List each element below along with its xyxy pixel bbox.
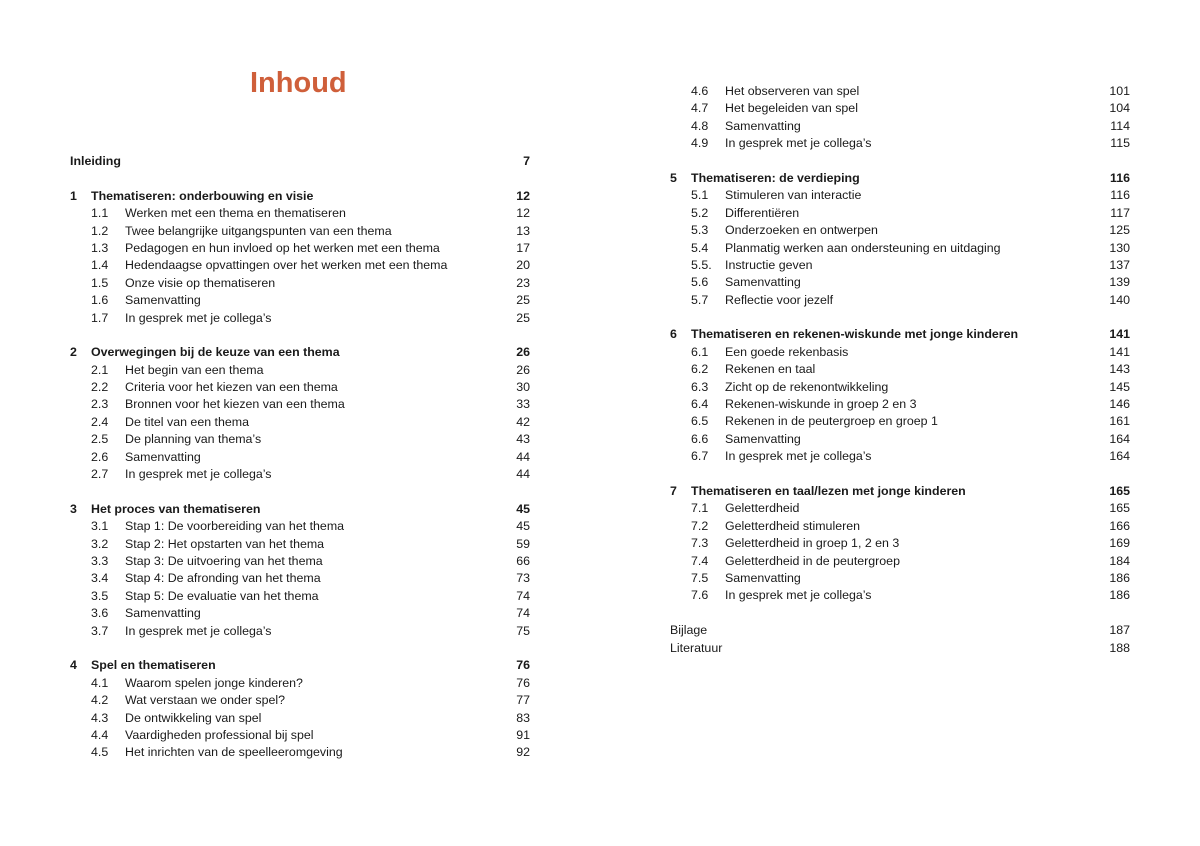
toc-section-row xyxy=(70,223,530,240)
toc-page-number: 30 xyxy=(516,380,530,395)
toc-section-row xyxy=(70,379,530,396)
toc-section-row xyxy=(670,205,1130,222)
toc-title: In gesprek met je collega’s xyxy=(725,588,872,603)
toc-section-row xyxy=(70,414,530,431)
toc-number: 5.4 xyxy=(691,240,709,255)
toc-number: 4.7 xyxy=(691,101,709,116)
toc-number: 5.1 xyxy=(691,188,709,203)
toc-number: 2.1 xyxy=(91,362,109,377)
toc-title: Literatuur xyxy=(670,640,723,655)
toc-page-number: 74 xyxy=(516,588,530,603)
toc-number: 1.6 xyxy=(91,293,109,308)
toc-number: 1.4 xyxy=(91,258,109,273)
toc-title: Thematiseren en rekenen-wiskunde met jonge kinderen xyxy=(691,327,1019,342)
toc-number: 4.9 xyxy=(691,136,709,151)
toc-section-row xyxy=(70,449,530,466)
toc-number: 6.4 xyxy=(691,397,709,412)
toc-page-number: 139 xyxy=(1109,275,1130,290)
toc-number: 5.3 xyxy=(691,223,709,238)
toc-title: In gesprek met je collega’s xyxy=(125,310,272,325)
toc-page-number: 116 xyxy=(1110,170,1130,185)
toc-title: In gesprek met je collega’s xyxy=(125,467,272,482)
toc-number: 5.5. xyxy=(691,257,712,272)
toc-section-row xyxy=(670,344,1130,361)
toc-number: 6.6 xyxy=(691,431,709,446)
toc-number: 1.1 xyxy=(91,206,109,221)
toc-number: 1.2 xyxy=(91,223,109,238)
toc-title: Differentiëren xyxy=(725,205,800,220)
toc-number: 1.7 xyxy=(91,310,109,325)
toc-number: 4.8 xyxy=(691,118,709,133)
toc-number: 4.2 xyxy=(91,693,109,708)
toc-page-number: 25 xyxy=(516,310,530,325)
toc-page-number: 42 xyxy=(516,414,530,429)
toc-section-row xyxy=(670,222,1130,239)
toc-title: Geletterdheid xyxy=(725,501,800,516)
toc-number: 5 xyxy=(670,170,677,185)
toc-chapter-row xyxy=(70,344,530,361)
toc-page-number: 115 xyxy=(1110,136,1130,151)
toc-page-number: 166 xyxy=(1109,518,1130,533)
toc-section-row xyxy=(70,257,530,274)
toc-page-number: 74 xyxy=(516,606,530,621)
toc-section-row xyxy=(670,187,1130,204)
toc-title: Thematiseren en taal/lezen met jonge kinderen xyxy=(691,483,966,498)
toc-section-row xyxy=(670,257,1130,274)
toc-number: 6.1 xyxy=(691,344,709,359)
toc-title: Stap 4: De afronding van het thema xyxy=(125,571,321,586)
toc-section-row xyxy=(670,587,1130,604)
toc-number: 1.3 xyxy=(91,240,109,255)
toc-section-row xyxy=(670,361,1130,378)
toc-section-row xyxy=(70,362,530,379)
toc-page-number: 91 xyxy=(516,727,530,742)
toc-page-number: 59 xyxy=(516,536,530,551)
toc-title: Geletterdheid in groep 1, 2 en 3 xyxy=(725,536,900,551)
toc-title: Het proces van thematiseren xyxy=(91,501,261,516)
toc-title: Geletterdheid in de peutergroep xyxy=(725,553,900,568)
toc-section-row xyxy=(70,553,530,570)
toc-number: 4.4 xyxy=(91,727,109,742)
toc-page-number: 45 xyxy=(516,501,530,516)
toc-section-row xyxy=(670,396,1130,413)
toc-title: Stap 2: Het opstarten van het thema xyxy=(125,536,325,551)
toc-page-number: 188 xyxy=(1109,640,1130,655)
toc-page-number: 140 xyxy=(1109,292,1130,307)
toc-section-row xyxy=(670,570,1130,587)
toc-section-row xyxy=(70,692,530,709)
toc-page-number: 76 xyxy=(516,675,530,690)
toc-section-row xyxy=(670,431,1130,448)
toc-section-row xyxy=(70,396,530,413)
toc-page-number: 66 xyxy=(516,553,530,568)
toc-number: 5.6 xyxy=(691,275,709,290)
toc-number: 3.7 xyxy=(91,623,109,638)
toc-entry-row xyxy=(670,640,1130,657)
toc-page-number: 25 xyxy=(516,293,530,308)
toc-page-number: 169 xyxy=(1109,536,1130,551)
toc-page-number: 75 xyxy=(516,623,530,638)
toc-title: In gesprek met je collega’s xyxy=(725,136,872,151)
toc-page-number: 164 xyxy=(1109,431,1130,446)
toc-page-number: 33 xyxy=(516,397,530,412)
toc-page-number: 117 xyxy=(1110,205,1130,220)
toc-section-row xyxy=(70,675,530,692)
toc-page-number: 12 xyxy=(516,206,530,221)
toc-left-column xyxy=(70,153,530,762)
toc-title: Zicht op de rekenontwikkeling xyxy=(725,379,889,394)
toc-number: 6.2 xyxy=(691,362,709,377)
toc-section-row xyxy=(70,292,530,309)
toc-title: Onze visie op thematiseren xyxy=(125,275,276,290)
toc-right-column xyxy=(670,83,1130,657)
toc-title: Het begeleiden van spel xyxy=(725,101,858,116)
toc-title: Een goede rekenbasis xyxy=(725,344,849,359)
toc-page-number: 7 xyxy=(523,154,530,168)
toc-number: 4.6 xyxy=(691,84,709,98)
toc-title: Stap 1: De voorbereiding van het thema xyxy=(125,519,345,534)
toc-title: Samenvatting xyxy=(125,606,201,621)
toc-page-number: 143 xyxy=(1109,362,1130,377)
toc-title: Samenvatting xyxy=(725,570,801,585)
toc-title: Overwegingen bij de keuze van een thema xyxy=(91,345,340,360)
toc-page-number: 161 xyxy=(1109,414,1130,429)
toc-section-row xyxy=(70,205,530,222)
toc-title: Hedendaagse opvattingen over het werken met een thema xyxy=(125,258,448,273)
toc-chapter-row xyxy=(670,483,1130,500)
toc-section-row xyxy=(70,605,530,622)
toc-page-number: 145 xyxy=(1109,379,1130,394)
toc-title: Samenvatting xyxy=(125,293,201,308)
toc-section-row xyxy=(70,275,530,292)
toc-number: 6 xyxy=(670,327,677,342)
toc-page-number: 44 xyxy=(516,449,530,464)
toc-title: Thematiseren: onderbouwing en visie xyxy=(91,188,314,203)
toc-section-row xyxy=(70,710,530,727)
toc-title: Rekenen-wiskunde in groep 2 en 3 xyxy=(725,397,917,412)
toc-page-number: 92 xyxy=(516,745,530,760)
toc-section-row xyxy=(670,83,1130,100)
toc-number: 2.6 xyxy=(91,449,109,464)
toc-section-row xyxy=(70,588,530,605)
toc-title: Samenvatting xyxy=(125,449,201,464)
toc-page-number: 12 xyxy=(516,188,530,203)
toc-title: Stimuleren van interactie xyxy=(725,188,862,203)
toc-title: In gesprek met je collega’s xyxy=(125,623,272,638)
toc-number: 4.3 xyxy=(91,710,109,725)
toc-title: Het begin van een thema xyxy=(125,362,264,377)
toc-title: De ontwikkeling van spel xyxy=(125,710,262,725)
toc-title: Het inrichten van de speelleeromgeving xyxy=(125,745,343,760)
toc-title: Samenvatting xyxy=(725,118,801,133)
toc-title: De planning van thema’s xyxy=(125,432,262,447)
toc-page-number: 45 xyxy=(516,519,530,534)
toc-chapter-row xyxy=(670,170,1130,187)
toc-section-row xyxy=(70,623,530,640)
toc-section-row xyxy=(670,379,1130,396)
toc-title: Waarom spelen jonge kinderen? xyxy=(125,675,303,690)
toc-section-row xyxy=(70,727,530,744)
toc-section-row xyxy=(670,518,1130,535)
toc-title: Wat verstaan we onder spel? xyxy=(125,693,286,708)
toc-page-number: 26 xyxy=(516,345,530,360)
toc-page-number: 125 xyxy=(1109,223,1130,238)
toc-page-number: 141 xyxy=(1109,344,1130,359)
toc-page-number: 73 xyxy=(516,571,530,586)
toc-section-row xyxy=(670,135,1130,152)
toc-title: Geletterdheid stimuleren xyxy=(725,518,860,533)
toc-number: 1 xyxy=(70,188,77,203)
toc-title: Spel en thematiseren xyxy=(91,658,216,673)
toc-number: 6.3 xyxy=(691,379,709,394)
toc-title: Stap 5: De evaluatie van het thema xyxy=(125,588,319,603)
toc-section-row xyxy=(670,413,1130,430)
toc-section-row xyxy=(70,310,530,327)
toc-number: 3.4 xyxy=(91,571,109,586)
toc-title: Bronnen voor het kiezen van een thema xyxy=(125,397,345,412)
toc-number: 4.1 xyxy=(91,675,109,690)
toc-title: Samenvatting xyxy=(725,275,801,290)
toc-number: 2.3 xyxy=(91,397,109,412)
toc-number: 7 xyxy=(670,483,677,498)
toc-section-row xyxy=(70,570,530,587)
toc-page-number: 20 xyxy=(516,258,530,273)
toc-title: Criteria voor het kiezen van een thema xyxy=(125,380,338,395)
toc-title: Onderzoeken en ontwerpen xyxy=(725,223,878,238)
toc-title: Rekenen in de peutergroep en groep 1 xyxy=(725,414,938,429)
toc-page-number: 141 xyxy=(1109,327,1130,342)
toc-title: Instructie geven xyxy=(725,257,813,272)
toc-number: 6.5 xyxy=(691,414,709,429)
toc-title: Planmatig werken aan ondersteuning en uitdaging xyxy=(725,240,1001,255)
toc-section-row xyxy=(670,118,1130,135)
toc-title: Vaardigheden professional bij spel xyxy=(125,727,314,742)
toc-page-number: 26 xyxy=(516,362,530,377)
toc-number: 3.5 xyxy=(91,588,109,603)
toc-section-row xyxy=(670,448,1130,465)
toc-title: Pedagogen en hun invloed op het werken met een thema xyxy=(125,240,440,255)
toc-number: 7.2 xyxy=(691,518,709,533)
toc-number: 7.4 xyxy=(691,553,709,568)
toc-number: 2.5 xyxy=(91,432,109,447)
toc-number: 6.7 xyxy=(691,449,709,464)
toc-number: 2.2 xyxy=(91,380,109,395)
toc-page-number: 186 xyxy=(1109,588,1130,603)
page-title: Inhoud xyxy=(250,67,347,99)
toc-page-number: 83 xyxy=(516,710,530,725)
toc-number: 7.3 xyxy=(691,536,709,551)
toc-number: 3.6 xyxy=(91,606,109,621)
toc-number: 3.1 xyxy=(91,519,109,534)
toc-page-number: 44 xyxy=(516,467,530,482)
toc-chapter-row xyxy=(70,188,530,205)
toc-number: 4 xyxy=(70,658,77,673)
toc-chapter-row xyxy=(70,657,530,674)
toc-title: Rekenen en taal xyxy=(725,362,816,377)
toc-section-row xyxy=(670,292,1130,309)
toc-page-number: 77 xyxy=(516,693,530,708)
toc-number: 1.5 xyxy=(91,275,109,290)
toc-section-row xyxy=(670,274,1130,291)
toc-section-row xyxy=(70,536,530,553)
toc-section-row xyxy=(70,518,530,535)
toc-page-number: 165 xyxy=(1109,483,1130,498)
toc-section-row xyxy=(70,744,530,761)
toc-title: In gesprek met je collega’s xyxy=(725,449,872,464)
toc-section-row xyxy=(70,466,530,483)
toc-number: 7.5 xyxy=(691,570,709,585)
toc-title: Thematiseren: de verdieping xyxy=(691,170,860,185)
toc-title: Inleiding xyxy=(70,154,121,168)
toc-chapter-row xyxy=(670,326,1130,343)
toc-page-number: 137 xyxy=(1109,257,1130,272)
toc-title: Samenvatting xyxy=(725,431,801,446)
toc-page-number: 116 xyxy=(1110,188,1130,203)
toc-page-number: 17 xyxy=(516,240,530,255)
toc-section-row xyxy=(70,240,530,257)
toc-page-number: 165 xyxy=(1109,501,1130,516)
toc-number: 5.7 xyxy=(691,292,709,307)
toc-page-number: 146 xyxy=(1109,397,1130,412)
toc-page-number: 164 xyxy=(1109,449,1130,464)
toc-section-row xyxy=(670,553,1130,570)
toc-section-row xyxy=(670,100,1130,117)
toc-title: Twee belangrijke uitgangspunten van een thema xyxy=(125,223,392,238)
toc-number: 3 xyxy=(70,501,77,516)
toc-page-number: 76 xyxy=(516,658,530,673)
toc-number: 2.7 xyxy=(91,467,109,482)
toc-page-number: 184 xyxy=(1109,553,1130,568)
toc-page-number: 101 xyxy=(1109,84,1130,98)
toc-number: 4.5 xyxy=(91,745,109,760)
toc-title: Stap 3: De uitvoering van het thema xyxy=(125,553,323,568)
toc-page-number: 23 xyxy=(516,275,530,290)
toc-page-number: 130 xyxy=(1109,240,1130,255)
toc-section-row xyxy=(70,431,530,448)
toc-number: 3.2 xyxy=(91,536,109,551)
toc-title: Werken met een thema en thematiseren xyxy=(125,206,346,221)
toc-number: 5.2 xyxy=(691,205,709,220)
toc-entry-row xyxy=(70,153,530,170)
toc-page-number: 43 xyxy=(516,432,530,447)
toc-number: 3.3 xyxy=(91,553,109,568)
toc-page-number: 186 xyxy=(1109,570,1130,585)
toc-section-row xyxy=(670,240,1130,257)
toc-page-number: 187 xyxy=(1109,623,1130,638)
toc-number: 7.6 xyxy=(691,588,709,603)
toc-page-number: 13 xyxy=(516,223,530,238)
toc-number: 2.4 xyxy=(91,414,109,429)
toc-title: Het observeren van spel xyxy=(725,84,860,98)
toc-title: Bijlage xyxy=(670,623,708,638)
toc-title: Reflectie voor jezelf xyxy=(725,292,834,307)
toc-page-number: 104 xyxy=(1109,101,1130,116)
toc-chapter-row xyxy=(70,501,530,518)
toc-page-number: 114 xyxy=(1110,118,1130,133)
toc-section-row xyxy=(670,500,1130,517)
toc-section-row xyxy=(670,535,1130,552)
toc-number: 2 xyxy=(70,345,77,360)
toc-number: 7.1 xyxy=(691,501,709,516)
toc-entry-row xyxy=(670,622,1130,639)
toc-title: De titel van een thema xyxy=(125,414,249,429)
